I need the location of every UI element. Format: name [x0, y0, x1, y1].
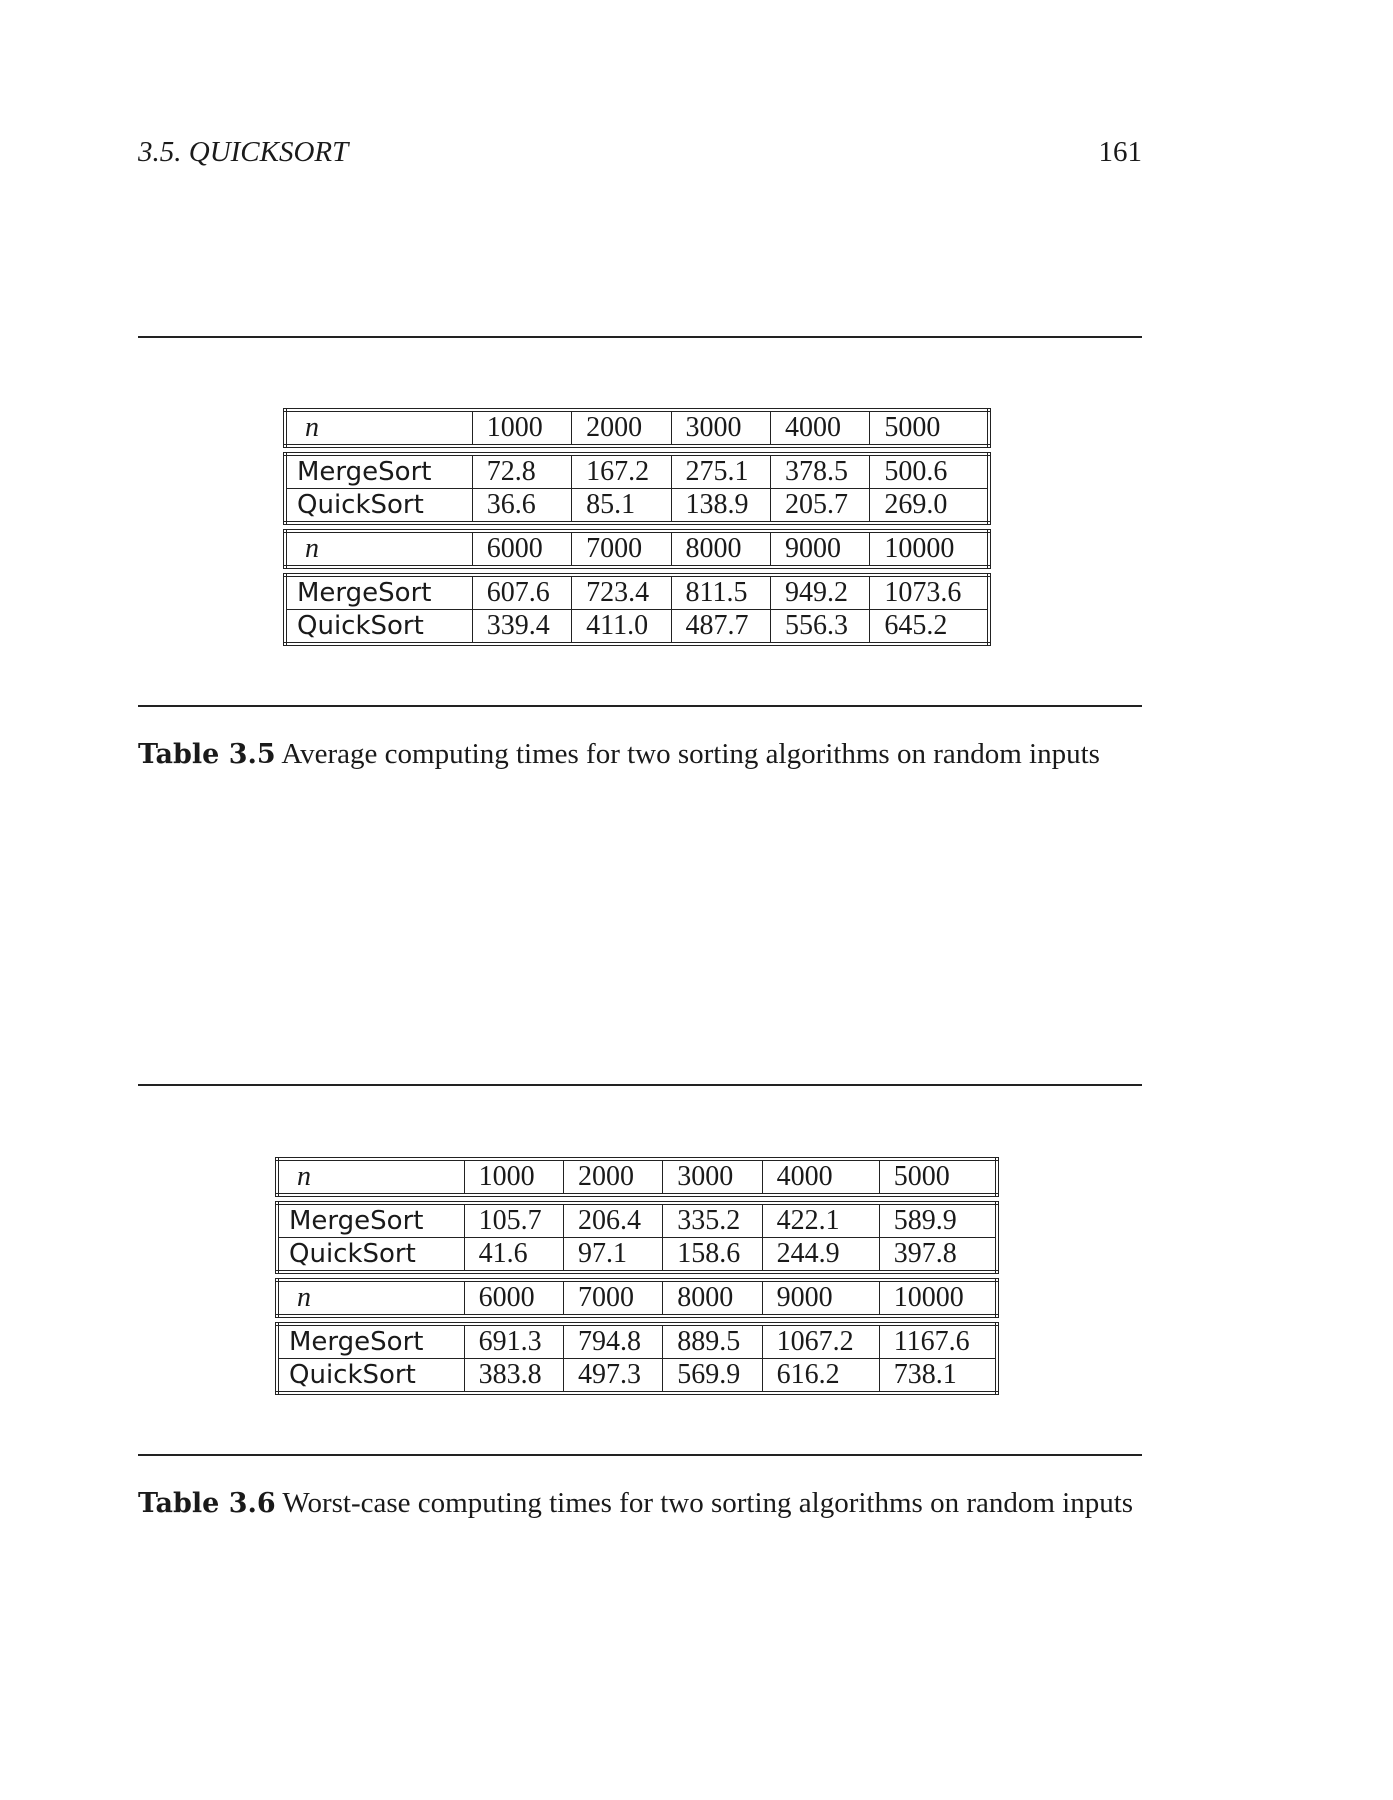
time-value-cell: 691.3 — [464, 1324, 563, 1359]
time-value-cell: 205.7 — [770, 489, 869, 524]
time-value-cell: 339.4 — [472, 610, 571, 645]
n-value-cell: 10000 — [879, 1280, 997, 1316]
table-row-mergesort — [277, 1203, 997, 1238]
rule-bottom-table-3-6 — [138, 1454, 1142, 1456]
n-value-cell: 5000 — [879, 1159, 997, 1195]
table-row-mergesort — [277, 1324, 997, 1359]
time-value-cell: 500.6 — [870, 454, 989, 489]
n-value-cell: 5000 — [870, 410, 989, 446]
table-gap — [285, 446, 989, 454]
time-value-cell: 487.7 — [671, 610, 770, 645]
time-value-cell: 497.3 — [563, 1359, 662, 1394]
n-value-cell: 2000 — [563, 1159, 662, 1195]
time-value-cell: 72.8 — [472, 454, 571, 489]
n-label: n — [285, 531, 472, 567]
algorithm-label: MergeSort — [277, 1203, 464, 1238]
n-value-cell: 8000 — [671, 531, 770, 567]
caption-text: Worst-case computing times for two sorting algorithms on random inputs — [275, 1487, 1134, 1519]
table-row-quicksort — [277, 1359, 997, 1394]
algorithm-label: QuickSort — [277, 1238, 464, 1273]
time-value-cell: 378.5 — [770, 454, 869, 489]
time-value-cell: 41.6 — [464, 1238, 563, 1273]
table-gap — [277, 1195, 997, 1203]
table-row-mergesort — [285, 454, 989, 489]
n-value-cell: 4000 — [762, 1159, 879, 1195]
time-value-cell: 645.2 — [870, 610, 989, 645]
time-value-cell: 244.9 — [762, 1238, 879, 1273]
table-gap — [277, 1272, 997, 1280]
time-value-cell: 1067.2 — [762, 1324, 879, 1359]
algorithm-label: QuickSort — [285, 610, 472, 645]
table-3-6 — [275, 1157, 999, 1395]
caption-label: Table 3.6 — [138, 1488, 276, 1519]
time-value-cell: 889.5 — [663, 1324, 762, 1359]
n-label: n — [285, 410, 472, 446]
n-label: n — [277, 1280, 464, 1316]
table-gap — [277, 1316, 997, 1324]
n-value-cell: 1000 — [464, 1159, 563, 1195]
algorithm-label: QuickSort — [277, 1359, 464, 1394]
time-value-cell: 167.2 — [572, 454, 671, 489]
n-value-cell: 3000 — [671, 410, 770, 446]
table-row-mergesort — [285, 575, 989, 610]
caption-text: Average computing times for two sorting algorithms on random inputs — [275, 738, 1100, 770]
time-value-cell: 85.1 — [572, 489, 671, 524]
rule-top-table-3-5 — [138, 336, 1142, 338]
table-row-n — [277, 1280, 997, 1316]
n-value-cell: 1000 — [472, 410, 571, 446]
n-label: n — [277, 1159, 464, 1195]
time-value-cell: 383.8 — [464, 1359, 563, 1394]
time-value-cell: 589.9 — [879, 1203, 997, 1238]
n-value-cell: 6000 — [472, 531, 571, 567]
caption-table-3-5 — [138, 738, 1142, 771]
time-value-cell: 1167.6 — [879, 1324, 997, 1359]
time-value-cell: 811.5 — [671, 575, 770, 610]
n-value-cell: 3000 — [663, 1159, 762, 1195]
table-row-quicksort — [285, 610, 989, 645]
table-row-n — [285, 531, 989, 567]
time-value-cell: 569.9 — [663, 1359, 762, 1394]
algorithm-label: QuickSort — [285, 489, 472, 524]
n-value-cell: 7000 — [572, 531, 671, 567]
table-gap — [285, 567, 989, 575]
time-value-cell: 1073.6 — [870, 575, 989, 610]
time-value-cell: 105.7 — [464, 1203, 563, 1238]
time-value-cell: 949.2 — [770, 575, 869, 610]
time-value-cell: 556.3 — [770, 610, 869, 645]
table-3-5 — [283, 408, 991, 646]
time-value-cell: 97.1 — [563, 1238, 662, 1273]
page-number: 161 — [1098, 136, 1142, 168]
section-title: 3.5. QUICKSORT — [138, 136, 349, 168]
n-value-cell: 9000 — [770, 531, 869, 567]
running-header — [138, 136, 1142, 172]
time-value-cell: 723.4 — [572, 575, 671, 610]
time-value-cell: 397.8 — [879, 1238, 997, 1273]
time-value-cell: 158.6 — [663, 1238, 762, 1273]
time-value-cell: 36.6 — [472, 489, 571, 524]
algorithm-label: MergeSort — [277, 1324, 464, 1359]
n-value-cell: 4000 — [770, 410, 869, 446]
caption-label: Table 3.5 — [138, 739, 276, 770]
table-row-quicksort — [285, 489, 989, 524]
table-row-n — [285, 410, 989, 446]
time-value-cell: 616.2 — [762, 1359, 879, 1394]
time-value-cell: 269.0 — [870, 489, 989, 524]
algorithm-label: MergeSort — [285, 454, 472, 489]
table-gap — [285, 523, 989, 531]
time-value-cell: 206.4 — [563, 1203, 662, 1238]
time-value-cell: 138.9 — [671, 489, 770, 524]
n-value-cell: 6000 — [464, 1280, 563, 1316]
table-row-quicksort — [277, 1238, 997, 1273]
time-value-cell: 411.0 — [572, 610, 671, 645]
algorithm-label: MergeSort — [285, 575, 472, 610]
rule-top-table-3-6 — [138, 1084, 1142, 1086]
n-value-cell: 2000 — [572, 410, 671, 446]
table-row-n — [277, 1159, 997, 1195]
caption-table-3-6 — [138, 1487, 1142, 1520]
rule-bottom-table-3-5 — [138, 705, 1142, 707]
time-value-cell: 422.1 — [762, 1203, 879, 1238]
time-value-cell: 335.2 — [663, 1203, 762, 1238]
n-value-cell: 8000 — [663, 1280, 762, 1316]
n-value-cell: 7000 — [563, 1280, 662, 1316]
time-value-cell: 738.1 — [879, 1359, 997, 1394]
time-value-cell: 794.8 — [563, 1324, 662, 1359]
time-value-cell: 275.1 — [671, 454, 770, 489]
time-value-cell: 607.6 — [472, 575, 571, 610]
n-value-cell: 9000 — [762, 1280, 879, 1316]
n-value-cell: 10000 — [870, 531, 989, 567]
